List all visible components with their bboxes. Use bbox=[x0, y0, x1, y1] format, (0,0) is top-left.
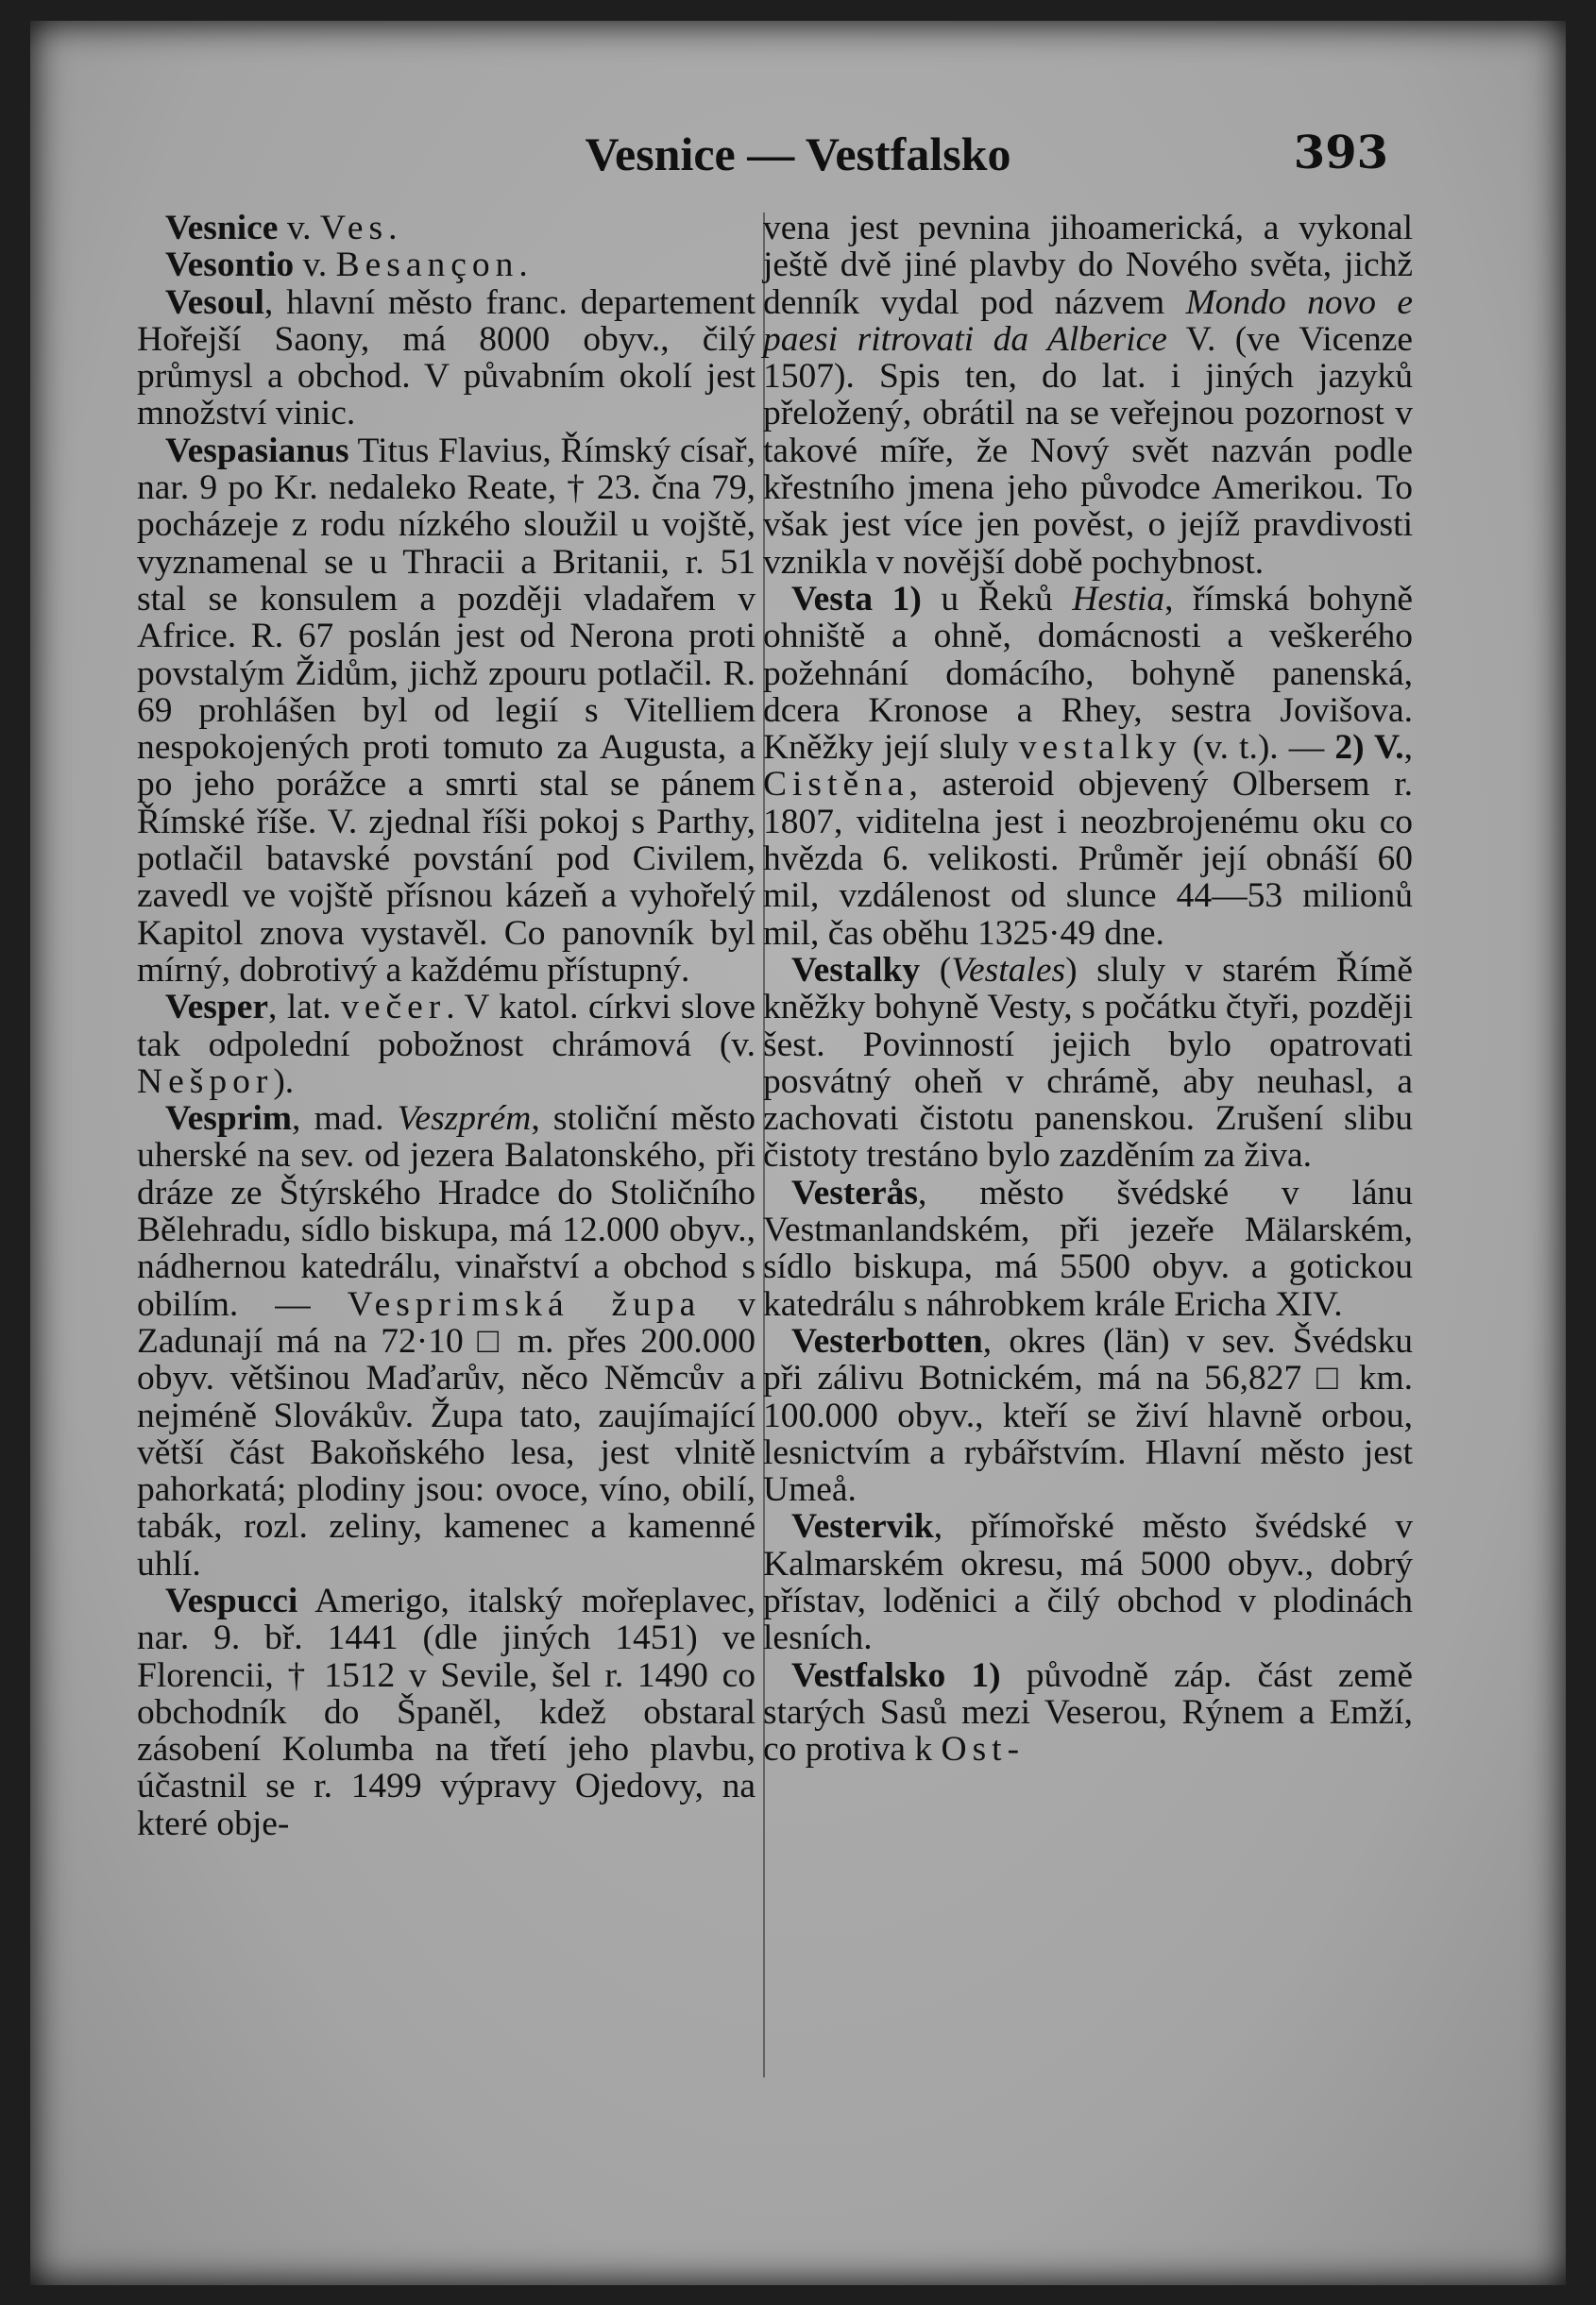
entry-vesteras: Vesterås, město švédské v lánu Vestmanlandském, při jezeře Mälarském, sídlo biskupa, má 5500 obyv. a gotickou katedrálu s náhrobkem krále Ericha XIV. bbox=[763, 1173, 1413, 1324]
entry-vesontio: Vesontio v. Besançon. bbox=[165, 246, 528, 285]
running-header bbox=[30, 127, 1566, 183]
entry-vespucci-continued: vena jest pevnina jihoamerická, a vykonal ještě dvě jiné plavby do Nového světa, jichž denník vydal pod názvem Mondo novo e paesi ritrovati da Alberice V. (ve Vicenze 1507). Spis ten, do lat. i jiných jazyků přeložený, obrátil na se veřejnou pozornost v takové míře, že Nový svět nazván podle křestního jmena jeho původce Amerikou. To však jest více jen pověst, o jejíž pravdivosti vznikla v novější době pochybnost. bbox=[763, 209, 1414, 582]
left-column bbox=[137, 210, 756, 1842]
entry-vesta: Vesta 1) u Řeků Hestia, římská bohyně ohniště a ohně, domácnosti a veškerého požehnání domácího, bohyně panenská, dcera Kronose a Rhey, sestra Jovišova. Kněžky její sluly vestalky (v. t.). — 2) V., Cistěna, asteroid objevený Olbersem r. 1807, viditelna jest i neozbrojenému oku co hvězda 6. velikosti. Průměr její obnáší 60 mil, vzdálenost od slunce 44—53 milionů mil, čas oběhu 1325·49 dne. bbox=[763, 579, 1413, 953]
entry-vesnice: Vesnice v. Ves. bbox=[165, 209, 398, 247]
entry-vesterbotten: Vesterbotten, okres (län) v sev. Švédsku při zálivu Botnickém, má na 56,827 □ km. 100.000 obyv., kteří se živí hlavně orbou, lesnictvím a rybářstvím. Hlavní město jest Umeå. bbox=[763, 1321, 1413, 1510]
page-number: 393 bbox=[1293, 127, 1388, 179]
entry-vespasianus: Vespasianus Titus Flavius, Římský císař, nar. 9 po Kr. nedaleko Reate, † 23. čna 79, pocházeje z rodu nízkého sloužil u vojště, vyznamenal se u Thracii a Britanii, r. 51 stal se konsulem a později vladařem v Africe. R. 67 poslán jest od Nerona proti povstalým Židům, jichž zpouru potlačil. R. 69 prohlášen byl od legií s Vitelliem nespokojených proti tomuto za Augusta, a po jeho porážce a smrti stal se pánem Římské říše. V. zjednal říši pokoj s Parthy, potlačil batavské povstání pod Civilem, zavedl ve vojště přísnou kázeň a vyhořelý Kapitol znova vystavěl. Co panovník byl mírný, dobrotivý a každému přístupný. bbox=[137, 431, 756, 990]
entry-vesper: Vesper, lat. večer. V katol. církvi slove tak odpolední pobožnost chrámová (v. Nešpor). bbox=[137, 988, 756, 1101]
entry-vestalky: Vestalky (Vestales) sluly v starém Římě kněžky bohyně Vesty, s počátku čtyři, později šest. Povinností jejich bylo opatrovati posvátný oheň v chrámě, aby neuhasl, a zachovati čistotu panenskou. Zrušení slibu čistoty trestáno bylo zazděním za živa. bbox=[763, 950, 1413, 1176]
entry-vestfalsko: Vestfalsko 1) původně záp. část země starých Sasů mezi Veserou, Rýnem a Emží, co protiva k Ost- bbox=[763, 1655, 1413, 1770]
right-column bbox=[763, 210, 1413, 1768]
entry-vespucci: Vespucci Amerigo, italský mořeplavec, nar. 9. bř. 1441 (dle jiných 1451) ve Florencii, † 1512 v Sevile, šel r. 1490 co obchodník do Španěl, kdež obstaral zásobení Kolumba na třetí jeho plavbu, účastnil se r. 1499 výpravy Ojedovy, na které obje- bbox=[137, 1581, 756, 1843]
entry-vesprim: Vesprim, mad. Veszprém, stoliční město uherské na sev. od jezera Balatonského, při dráze ze Štýrského Hradce do Stoličního Bělehradu, sídlo biskupa, má 12.000 obyv., nádhernou katedrálu, vinařství a obchod s obilím. — Vesprimská župa v Zadunají má na 72·10 □ m. přes 200.000 obyv. většinou Maďarův, něco Němcův a nejméně Slovákův. Župa tato, zaujímající větší část Bakoňského lesa, jest vlnitě pahorkatá; plodiny jsou: ovoce, víno, obilí, tabák, rozl. zeliny, kamenec a kamenné uhlí. bbox=[137, 1099, 756, 1584]
entry-vestervik: Vestervik, přímořské město švédské v Kalmarském okresu, má 5000 obyv., dobrý přístav, loděnici a čilý obchod v plodinách lesních. bbox=[763, 1507, 1413, 1658]
page-title: Vesnice — Vestfalsko bbox=[585, 127, 1011, 180]
entry-vesoul: Vesoul, hlavní město franc. departement Hořejší Saony, má 8000 obyv., čilý průmysl a obchod. V půvabním okolí jest množství vinic. bbox=[137, 282, 756, 433]
